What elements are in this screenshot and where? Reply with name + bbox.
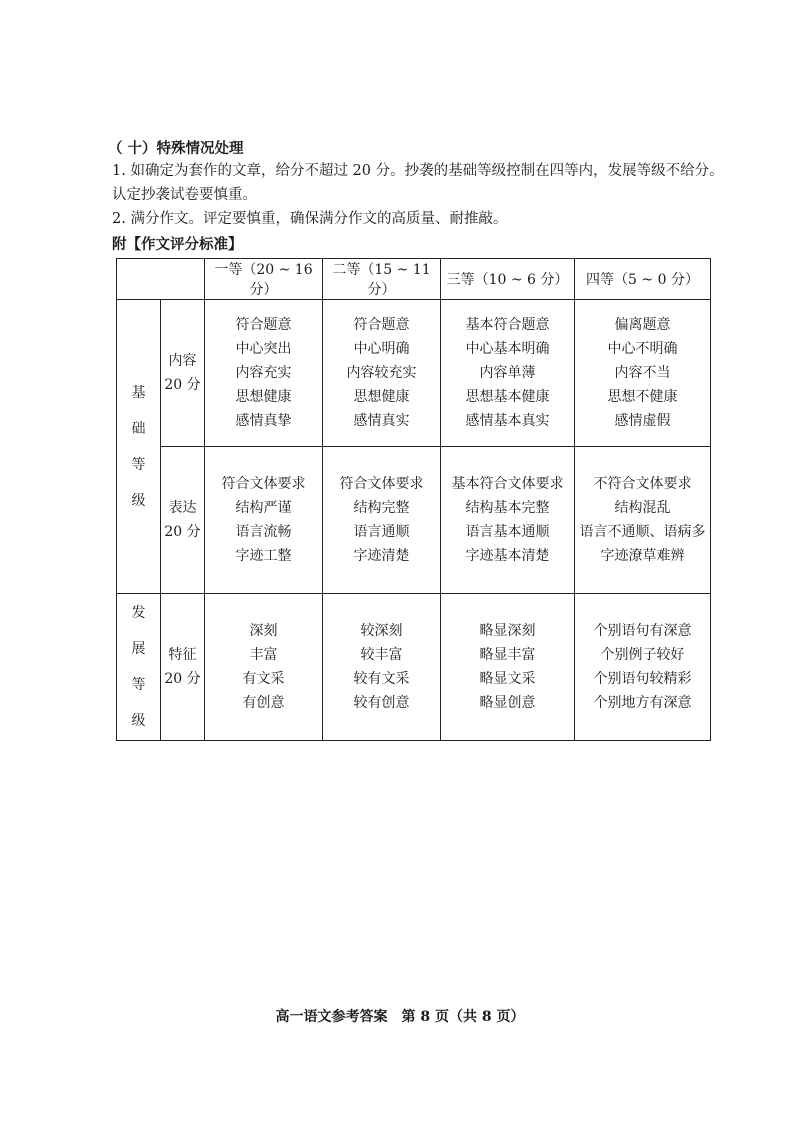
header-corner [117, 259, 205, 300]
content-grade-4: 偏离题意 中心不明确 内容不当 思想不健康 感情虚假 [575, 300, 711, 447]
page-footer: 高一语文参考答案 第 8 页（共 8 页） [275, 1009, 525, 1025]
feature-grade-1: 深刻 丰富 有文采 有创意 [205, 594, 323, 741]
rule-full-score: 2. 满分作文。评定要慎重，确保满分作文的高质量、耐推敲。 [112, 211, 508, 227]
section-title: （ 十）特殊情况处理 [108, 140, 244, 157]
rule-plagiarism-continued: 认定抄袭试卷要慎重。 [112, 187, 257, 203]
appendix-title: 附【作文评分标准】 [112, 236, 243, 253]
feature-row [117, 594, 711, 741]
expression-grade-2: 符合文体要求 结构完整 语言通顺 字迹清楚 [323, 447, 441, 594]
feature-label: 特征 20 分 [161, 594, 205, 741]
feature-grade-4: 个别语句有深意 个别例子较好 个别语句较精彩 个别地方有深意 [575, 594, 711, 741]
development-level-label: 发 展 等 级 [117, 594, 161, 741]
grade-2-header: 二等（15 ~ 11 分） [323, 259, 441, 300]
grade-1-header: 一等（20 ~ 16 分） [205, 259, 323, 300]
content-grade-2: 符合题意 中心明确 内容较充实 思想健康 感情真实 [323, 300, 441, 447]
content-label: 内容 20 分 [161, 300, 205, 447]
grade-4-header: 四等（5 ~ 0 分） [575, 259, 711, 300]
content-row [117, 300, 711, 447]
expression-label: 表达 20 分 [161, 447, 205, 594]
scoring-rubric-table [116, 258, 711, 741]
feature-grade-2: 较深刻 较丰富 较有文采 较有创意 [323, 594, 441, 741]
expression-grade-4: 不符合文体要求 结构混乱 语言不通顺、语病多 字迹潦草难辨 [575, 447, 711, 594]
expression-grade-1: 符合文体要求 结构严谨 语言流畅 字迹工整 [205, 447, 323, 594]
grade-header-row [117, 259, 711, 300]
feature-grade-3: 略显深刻 略显丰富 略显文采 略显创意 [441, 594, 575, 741]
content-grade-1: 符合题意 中心突出 内容充实 思想健康 感情真挚 [205, 300, 323, 447]
grade-3-header: 三等（10 ~ 6 分） [441, 259, 575, 300]
rule-plagiarism: 1. 如确定为套作的文章，给分不超过 20 分。抄袭的基础等级控制在四等内，发展等级不给分。 [112, 163, 724, 179]
expression-row [117, 447, 711, 594]
expression-grade-3: 基本符合文体要求 结构基本完整 语言基本通顺 字迹基本清楚 [441, 447, 575, 594]
basic-level-label: 基 础 等 级 [117, 300, 161, 594]
content-grade-3: 基本符合题意 中心基本明确 内容单薄 思想基本健康 感情基本真实 [441, 300, 575, 447]
